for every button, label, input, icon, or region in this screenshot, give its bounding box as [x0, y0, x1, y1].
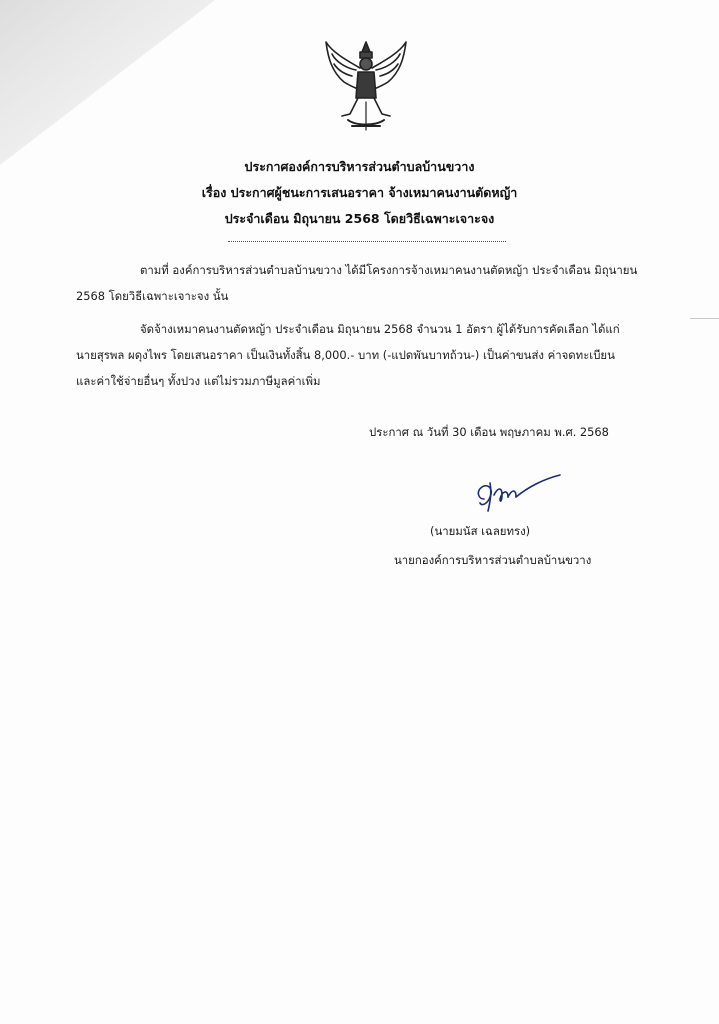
body-paragraph-1-line-2: 2568 โดยวิธีเฉพาะเจาะจง นั้น: [76, 289, 229, 303]
body-paragraph-2-line-2: นายสุรพล ผดุงไพร โดยเสนอราคา เป็นเงินทั้งสิ้น 8,000.- บาท (-แปดพันบาทถ้วน-) เป็นค่าขนส่ง ค่าจดทะเบียน: [76, 348, 615, 362]
body-paragraph-1-line-1: ตามที่ องค์การบริหารส่วนตำบลบ้านขวาง ได้มีโครงการจ้างเหมาคนงานตัดหญ้า ประจำเดือน มิถุนายน: [140, 263, 638, 277]
garuda-emblem-icon: [322, 38, 410, 134]
scan-edge-line: [690, 318, 719, 319]
announcement-subject: เรื่อง ประกาศผู้ชนะการเสนอราคา จ้างเหมาคนงานตัดหญ้า: [201, 185, 518, 200]
dotted-divider: [228, 241, 506, 242]
handwritten-signature-icon: [470, 473, 562, 513]
announcement-period: ประจำเดือน มิถุนายน 2568 โดยวิธีเฉพาะเจาะจง: [224, 211, 495, 226]
announcement-date: ประกาศ ณ วันที่ 30 เดือน พฤษภาคม พ.ศ. 2568: [369, 425, 609, 439]
announcement-title: ประกาศองค์การบริหารส่วนตำบลบ้านขวาง: [244, 159, 475, 174]
signer-name: (นายมนัส เฉลยทรง): [430, 524, 531, 538]
signer-position: นายกองค์การบริหารส่วนตำบลบ้านขวาง: [394, 553, 592, 567]
body-paragraph-2-line-3: และค่าใช้จ่ายอื่นๆ ทั้งปวง แต่ไม่รวมภาษีมูลค่าเพิ่ม: [76, 374, 321, 388]
body-paragraph-2-line-1: จัดจ้างเหมาคนงานตัดหญ้า ประจำเดือน มิถุนายน 2568 จำนวน 1 อัตรา ผู้ได้รับการคัดเลือก ได้แก่: [140, 322, 620, 336]
